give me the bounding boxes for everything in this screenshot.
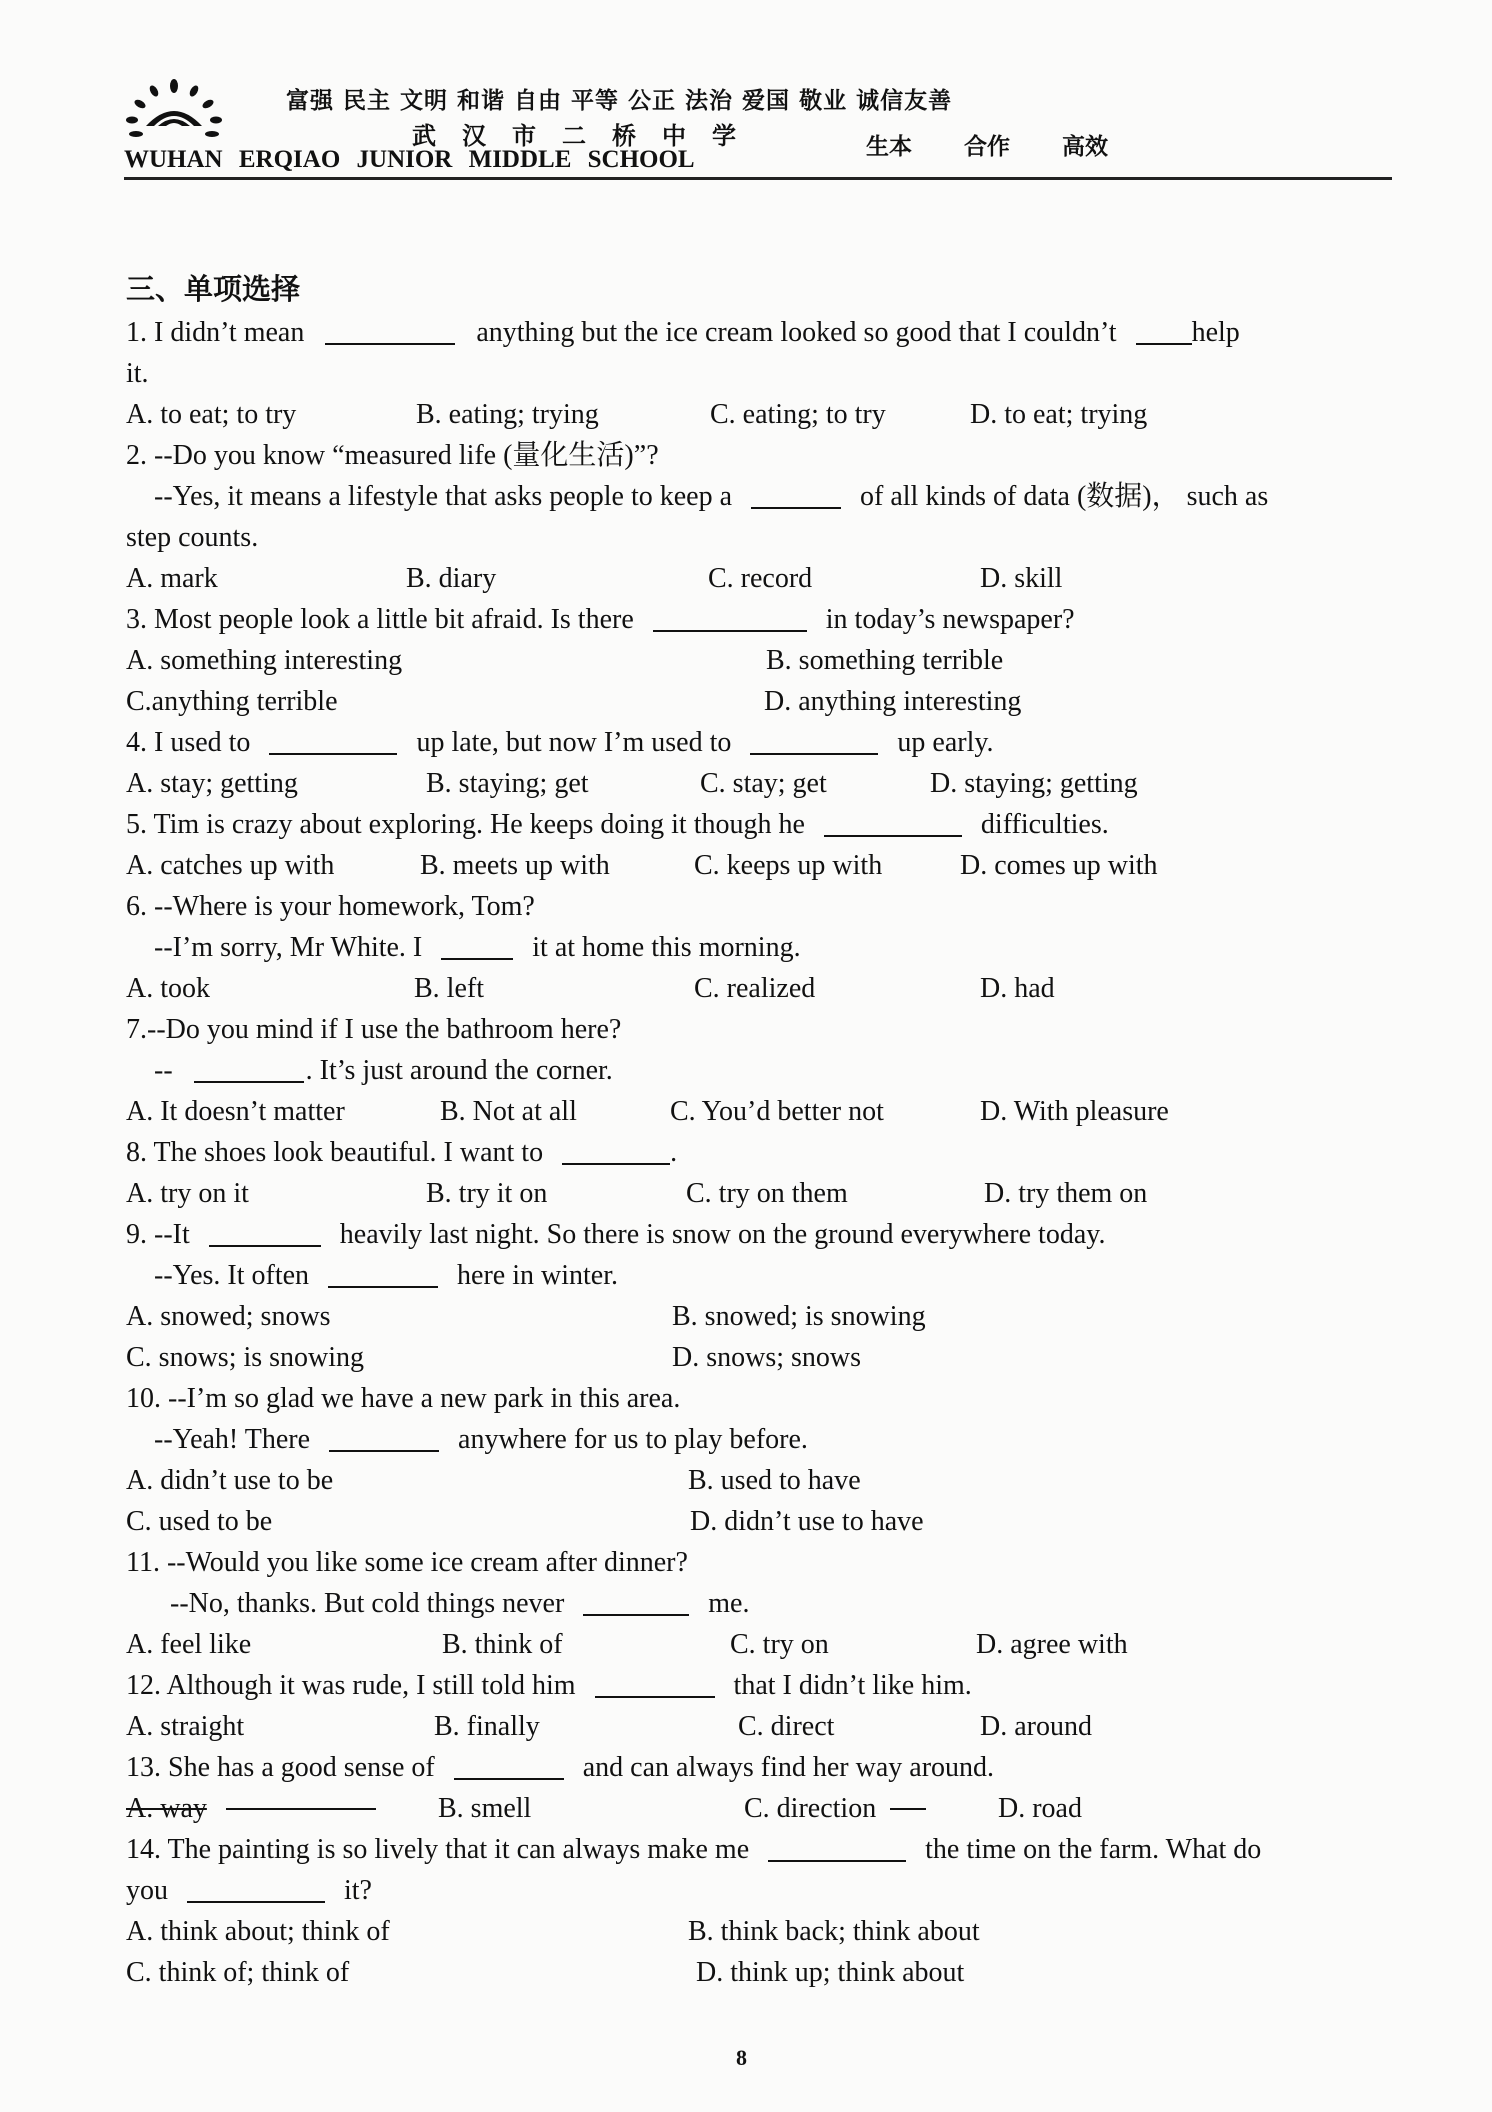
option-c: C. stay; get bbox=[700, 768, 827, 799]
question-text: up early. bbox=[897, 727, 994, 758]
option-d: D. to eat; trying bbox=[970, 399, 1148, 430]
option-a: A. try on it bbox=[126, 1178, 249, 1209]
option-a: A. think about; think of bbox=[126, 1916, 390, 1947]
question-text: help bbox=[1191, 317, 1240, 348]
question-11-options bbox=[126, 1624, 1390, 1665]
option-a: A. It doesn’t matter bbox=[126, 1096, 345, 1127]
question-3 bbox=[126, 599, 1390, 640]
question-text: . bbox=[670, 1137, 678, 1168]
question-text: 8. The shoes look beautiful. I want to bbox=[126, 1137, 544, 1168]
question-7-answer-line bbox=[126, 1050, 1390, 1091]
school-motto bbox=[866, 128, 1152, 161]
question-1-continued: it. bbox=[126, 358, 149, 389]
question-6-options bbox=[126, 968, 1390, 1009]
answer-blank bbox=[328, 1257, 438, 1288]
question-text: difficulties. bbox=[980, 809, 1109, 840]
question-text: 4. I used to bbox=[126, 727, 251, 758]
question-text: --I’m sorry, Mr White. I bbox=[154, 932, 423, 963]
question-9 bbox=[126, 1214, 1390, 1255]
header-divider bbox=[124, 177, 1392, 180]
school-name-chinese: 武汉市二桥中学 bbox=[412, 122, 762, 150]
question-11-answer-line bbox=[126, 1583, 1390, 1624]
question-text: of all kinds of data (数据)， such as bbox=[860, 481, 1269, 512]
option-b: B. something terrible bbox=[766, 645, 1004, 676]
question-text: it at home this morning. bbox=[532, 932, 801, 963]
option-c: C. realized bbox=[694, 973, 816, 1004]
option-b: B. diary bbox=[406, 563, 497, 594]
question-13-options bbox=[126, 1788, 1390, 1829]
core-values-slogan: 富强 民主 文明 和谐 自由 平等 公正 法治 爱国 敬业 诚信友善 bbox=[286, 88, 953, 114]
question-7-options bbox=[126, 1091, 1390, 1132]
question-6: 6. --Where is your homework, Tom? bbox=[126, 891, 535, 922]
option-d: D. road bbox=[998, 1793, 1082, 1824]
question-13 bbox=[126, 1747, 1390, 1788]
question-10-answer-line bbox=[126, 1419, 1390, 1460]
option-b: B. snowed; is snowing bbox=[672, 1301, 926, 1332]
question-text: it? bbox=[344, 1875, 372, 1906]
option-b: B. staying; get bbox=[426, 768, 589, 799]
option-d: D. try them on bbox=[984, 1178, 1148, 1209]
question-12-options bbox=[126, 1706, 1390, 1747]
question-3-options-row2 bbox=[126, 681, 1390, 722]
question-3-options-row1 bbox=[126, 640, 1390, 681]
question-11: 11. --Would you like some ice cream after dinner? bbox=[126, 1547, 688, 1578]
school-logo bbox=[124, 78, 224, 148]
question-text: 13. She has a good sense of bbox=[126, 1752, 435, 1783]
option-b: B. meets up with bbox=[420, 850, 610, 881]
answer-blank bbox=[751, 478, 841, 509]
option-c: C. think of; think of bbox=[126, 1957, 350, 1988]
question-text: . It’s just around the corner. bbox=[305, 1055, 613, 1086]
option-b: B. eating; trying bbox=[416, 399, 599, 430]
option-a: A. didn’t use to be bbox=[126, 1465, 334, 1496]
question-text: --No, thanks. But cold things never bbox=[170, 1588, 565, 1619]
answer-blank bbox=[824, 806, 962, 837]
option-a: A. took bbox=[126, 973, 210, 1004]
answer-blank bbox=[768, 1831, 906, 1862]
question-10-options-row2 bbox=[126, 1501, 1390, 1542]
option-d: D. With pleasure bbox=[980, 1096, 1169, 1127]
option-b: B. left bbox=[414, 973, 484, 1004]
answer-blank bbox=[441, 929, 513, 960]
strike-mark bbox=[890, 1808, 926, 1810]
question-text: the time on the farm. What do bbox=[925, 1834, 1262, 1865]
answer-blank bbox=[454, 1749, 564, 1780]
option-a: A. to eat; to try bbox=[126, 399, 297, 430]
answer-blank bbox=[595, 1667, 715, 1698]
question-4-options bbox=[126, 763, 1390, 804]
question-text: 14. The painting is so lively that it can always make me bbox=[126, 1834, 750, 1865]
option-b: B. finally bbox=[434, 1711, 540, 1742]
answer-blank bbox=[269, 724, 397, 755]
answer-blank bbox=[1136, 314, 1192, 345]
option-c: C.anything terrible bbox=[126, 686, 338, 717]
option-a: A. feel like bbox=[126, 1629, 252, 1660]
option-d: D. snows; snows bbox=[672, 1342, 862, 1373]
question-6-answer-line bbox=[126, 927, 1390, 968]
question-text: in today’s newspaper? bbox=[825, 604, 1075, 635]
question-5-options bbox=[126, 845, 1390, 886]
option-c: C. keeps up with bbox=[694, 850, 883, 881]
section-title: 三、单项选择 bbox=[126, 272, 301, 306]
option-c: C. try on them bbox=[686, 1178, 848, 1209]
question-9-answer-line bbox=[126, 1255, 1390, 1296]
question-14-continued bbox=[126, 1870, 1390, 1911]
option-d: D. had bbox=[980, 973, 1055, 1004]
option-d: D. agree with bbox=[976, 1629, 1128, 1660]
option-c: C. direction bbox=[744, 1793, 877, 1824]
school-name-english: WUHAN ERQIAO JUNIOR MIDDLE SCHOOL bbox=[124, 146, 695, 173]
option-c: C. snows; is snowing bbox=[126, 1342, 365, 1373]
question-5 bbox=[126, 804, 1390, 845]
motto-item: 生本 bbox=[866, 134, 912, 160]
strike-mark bbox=[226, 1808, 376, 1810]
question-text: anywhere for us to play before. bbox=[458, 1424, 808, 1455]
answer-blank bbox=[583, 1585, 689, 1616]
question-text: you bbox=[126, 1875, 168, 1906]
motto-item: 高效 bbox=[1062, 134, 1109, 160]
question-text: and can always find her way around. bbox=[582, 1752, 995, 1783]
question-text: 5. Tim is crazy about exploring. He keeps doing it though he bbox=[126, 809, 805, 840]
option-a: A. stay; getting bbox=[126, 768, 298, 799]
answer-blank bbox=[187, 1872, 325, 1903]
question-2-options bbox=[126, 558, 1390, 599]
question-text: anything but the ice cream looked so good that I couldn’t bbox=[476, 317, 1117, 348]
option-a: A. mark bbox=[126, 563, 218, 594]
answer-blank bbox=[329, 1421, 439, 1452]
option-d: D. comes up with bbox=[960, 850, 1158, 881]
question-7: 7.--Do you mind if I use the bathroom here? bbox=[126, 1014, 622, 1045]
question-1 bbox=[126, 312, 1390, 353]
answer-blank bbox=[194, 1052, 304, 1083]
question-10-options-row1 bbox=[126, 1460, 1390, 1501]
option-c: C. try on bbox=[730, 1629, 829, 1660]
question-10: 10. --I’m so glad we have a new park in this area. bbox=[126, 1383, 681, 1414]
question-text: 9. --It bbox=[126, 1219, 190, 1250]
question-12 bbox=[126, 1665, 1390, 1706]
question-text: 12. Although it was rude, I still told him bbox=[126, 1670, 576, 1701]
question-9-options-row2 bbox=[126, 1337, 1390, 1378]
motto-item: 合作 bbox=[964, 134, 1011, 160]
option-a: A. snowed; snows bbox=[126, 1301, 331, 1332]
option-c: C. direct bbox=[738, 1711, 835, 1742]
answer-blank bbox=[209, 1216, 321, 1247]
question-2: 2. --Do you know “measured life (量化生活)”? bbox=[126, 440, 659, 471]
option-a: A. straight bbox=[126, 1711, 245, 1742]
option-d: D. skill bbox=[980, 563, 1063, 594]
question-text: --Yeah! There bbox=[154, 1424, 311, 1455]
option-b: B. used to have bbox=[688, 1465, 861, 1496]
question-14 bbox=[126, 1829, 1390, 1870]
answer-blank bbox=[653, 601, 807, 632]
question-text: here in winter. bbox=[457, 1260, 618, 1291]
question-8-options bbox=[126, 1173, 1390, 1214]
option-c: C. eating; to try bbox=[710, 399, 886, 430]
option-b: B. Not at all bbox=[440, 1096, 577, 1127]
option-a: A. catches up with bbox=[126, 850, 335, 881]
option-c: C. used to be bbox=[126, 1506, 273, 1537]
option-b: B. think of bbox=[442, 1629, 563, 1660]
option-d: D. around bbox=[980, 1711, 1092, 1742]
question-section bbox=[126, 268, 1390, 1993]
option-d: D. didn’t use to have bbox=[690, 1506, 924, 1537]
option-d: D. anything interesting bbox=[764, 686, 1022, 717]
answer-blank bbox=[562, 1134, 670, 1165]
option-b: B. smell bbox=[438, 1793, 532, 1824]
option-b: B. think back; think about bbox=[688, 1916, 980, 1947]
option-c: C. record bbox=[708, 563, 813, 594]
question-9-options-row1 bbox=[126, 1296, 1390, 1337]
question-8 bbox=[126, 1132, 1390, 1173]
question-text: --Yes, it means a lifestyle that asks people to keep a bbox=[154, 481, 733, 512]
question-14-options-row2 bbox=[126, 1952, 1390, 1993]
question-2-continued: step counts. bbox=[126, 522, 259, 553]
page-number: 8 bbox=[736, 2045, 747, 2070]
question-text: 1. I didn’t mean bbox=[126, 317, 305, 348]
question-text: up late, but now I’m used to bbox=[416, 727, 732, 758]
question-text: 3. Most people look a little bit afraid. Is there bbox=[126, 604, 634, 635]
question-14-options-row1 bbox=[126, 1911, 1390, 1952]
option-c: C. You’d better not bbox=[670, 1096, 884, 1127]
option-d: D. think up; think about bbox=[696, 1957, 965, 1988]
question-1-options bbox=[126, 394, 1390, 435]
option-a: A. way bbox=[126, 1793, 207, 1824]
option-b: B. try it on bbox=[426, 1178, 548, 1209]
question-text: -- bbox=[154, 1055, 173, 1086]
question-text: that I didn’t like him. bbox=[733, 1670, 972, 1701]
question-4 bbox=[126, 722, 1390, 763]
option-d: D. staying; getting bbox=[930, 768, 1138, 799]
answer-blank bbox=[750, 724, 878, 755]
question-text: me. bbox=[708, 1588, 750, 1619]
option-a: A. something interesting bbox=[126, 645, 403, 676]
question-2-answer-line bbox=[126, 476, 1390, 517]
answer-blank bbox=[325, 314, 455, 345]
question-text: --Yes. It often bbox=[154, 1260, 310, 1291]
question-text: heavily last night. So there is snow on the ground everywhere today. bbox=[339, 1219, 1106, 1250]
